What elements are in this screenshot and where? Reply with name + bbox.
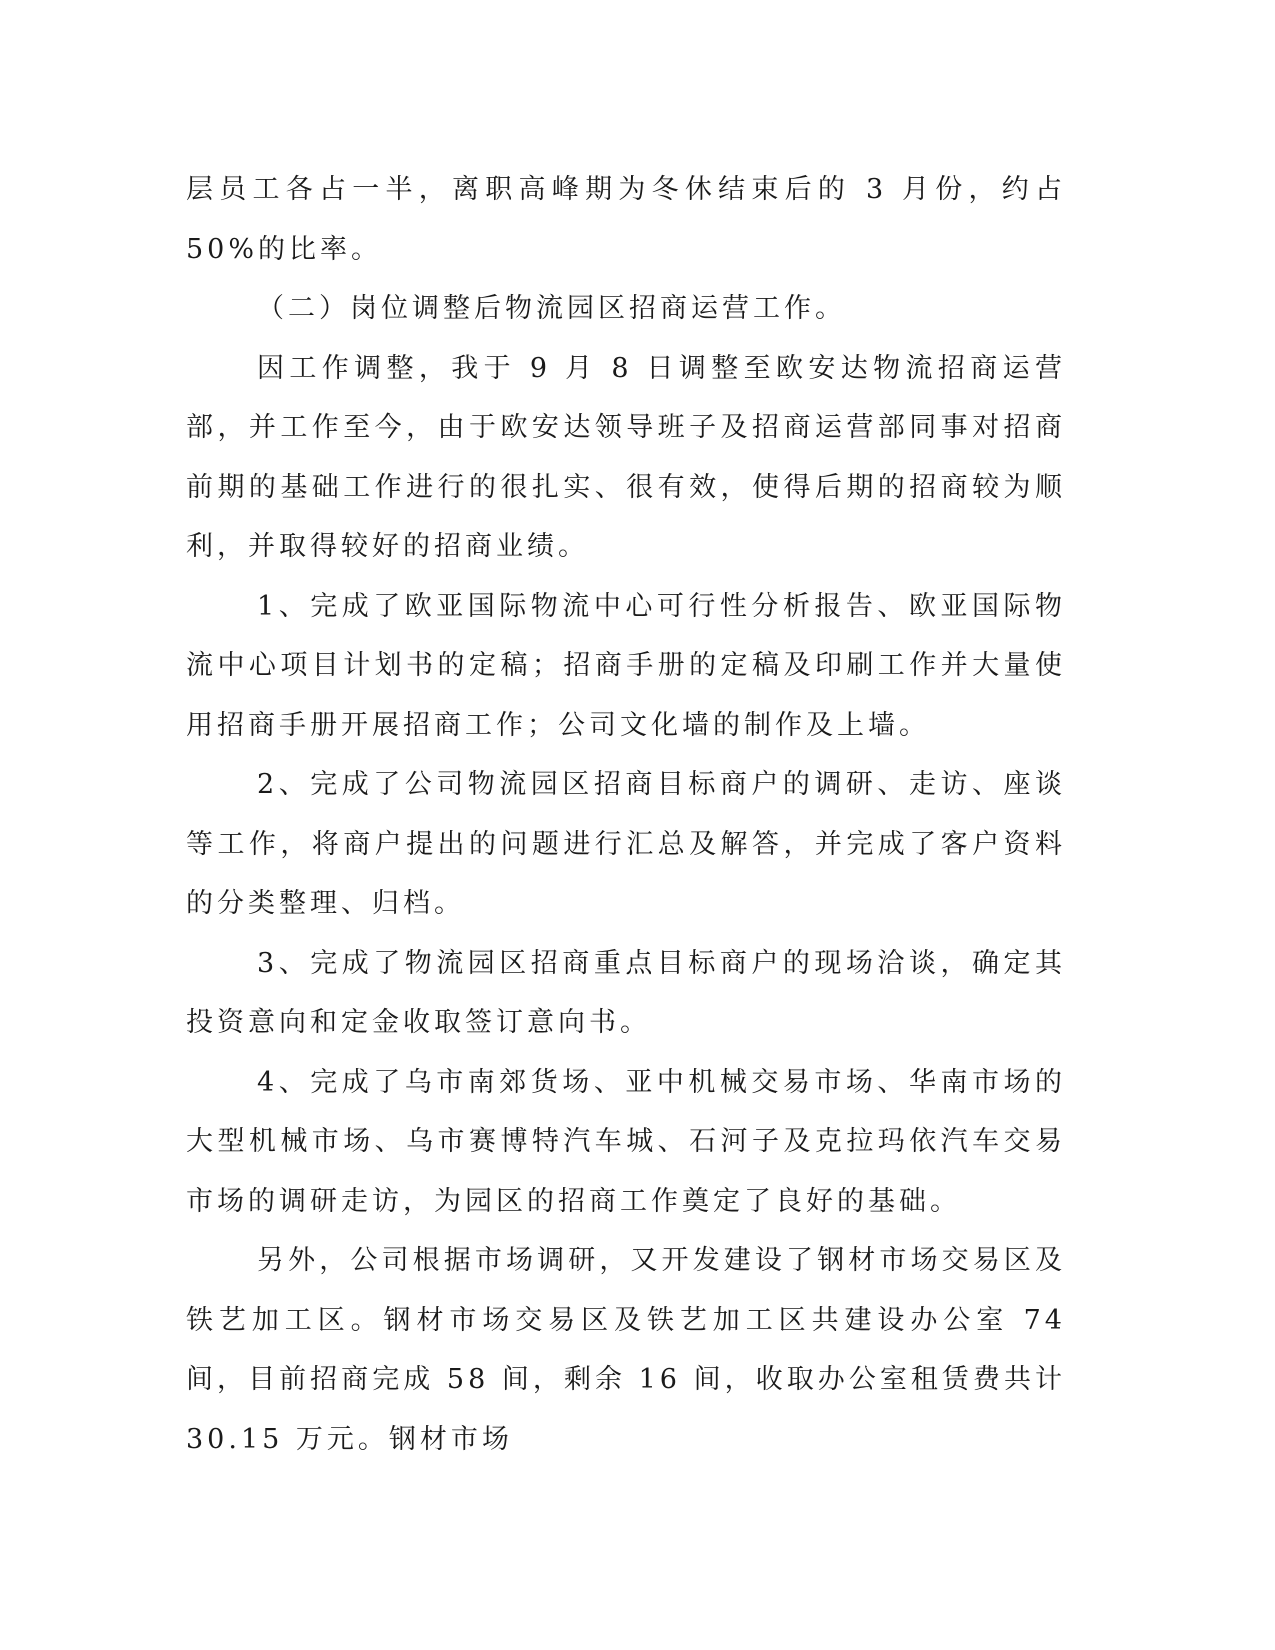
document-body xyxy=(186,160,1066,1469)
paragraph-intro: 因工作调整，我于 9 月 8 日调整至欧安达物流招商运营部，并工作至今，由于欧安达领导班子及招商运营部同事对招商前期的基础工作进行的很扎实、很有效，使得后期的招商较为顺利，并取得较好的招商业绩。 xyxy=(186,352,1066,562)
list-item-4: 4、完成了乌市南郊货场、亚中机械交易市场、华南市场的大型机械市场、乌市赛博特汽车城、石河子及克拉玛依汽车交易市场的调研走访，为园区的招商工作奠定了良好的基础。 xyxy=(186,1066,1066,1217)
list-item-3: 3、完成了物流园区招商重点目标商户的现场洽谈，确定其投资意向和定金收取签订意向书。 xyxy=(186,947,1066,1038)
list-item-1: 1、完成了欧亚国际物流中心可行性分析报告、欧亚国际物流中心项目计划书的定稿；招商手册的定稿及印刷工作并大量使用招商手册开展招商工作；公司文化墙的制作及上墙。 xyxy=(186,590,1066,741)
list-item-2: 2、完成了公司物流园区招商目标商户的调研、走访、座谈等工作，将商户提出的问题进行汇总及解答，并完成了客户资料的分类整理、归档。 xyxy=(186,769,1066,919)
section-heading: （二）岗位调整后物流园区招商运营工作。 xyxy=(257,293,846,324)
paragraph-additional: 另外，公司根据市场调研，又开发建设了钢材市场交易区及铁艺加工区。钢材市场交易区及铁艺加工区共建设办公室 74 间，目前招商完成 58 间，剩余 16 间，收取办公室租赁费共计 30.15 万元。钢材市场 xyxy=(186,1245,1066,1455)
paragraph-continuation: 层员工各占一半，离职高峰期为冬休结束后的 3 月份，约占 50%的比率。 xyxy=(186,174,1066,265)
